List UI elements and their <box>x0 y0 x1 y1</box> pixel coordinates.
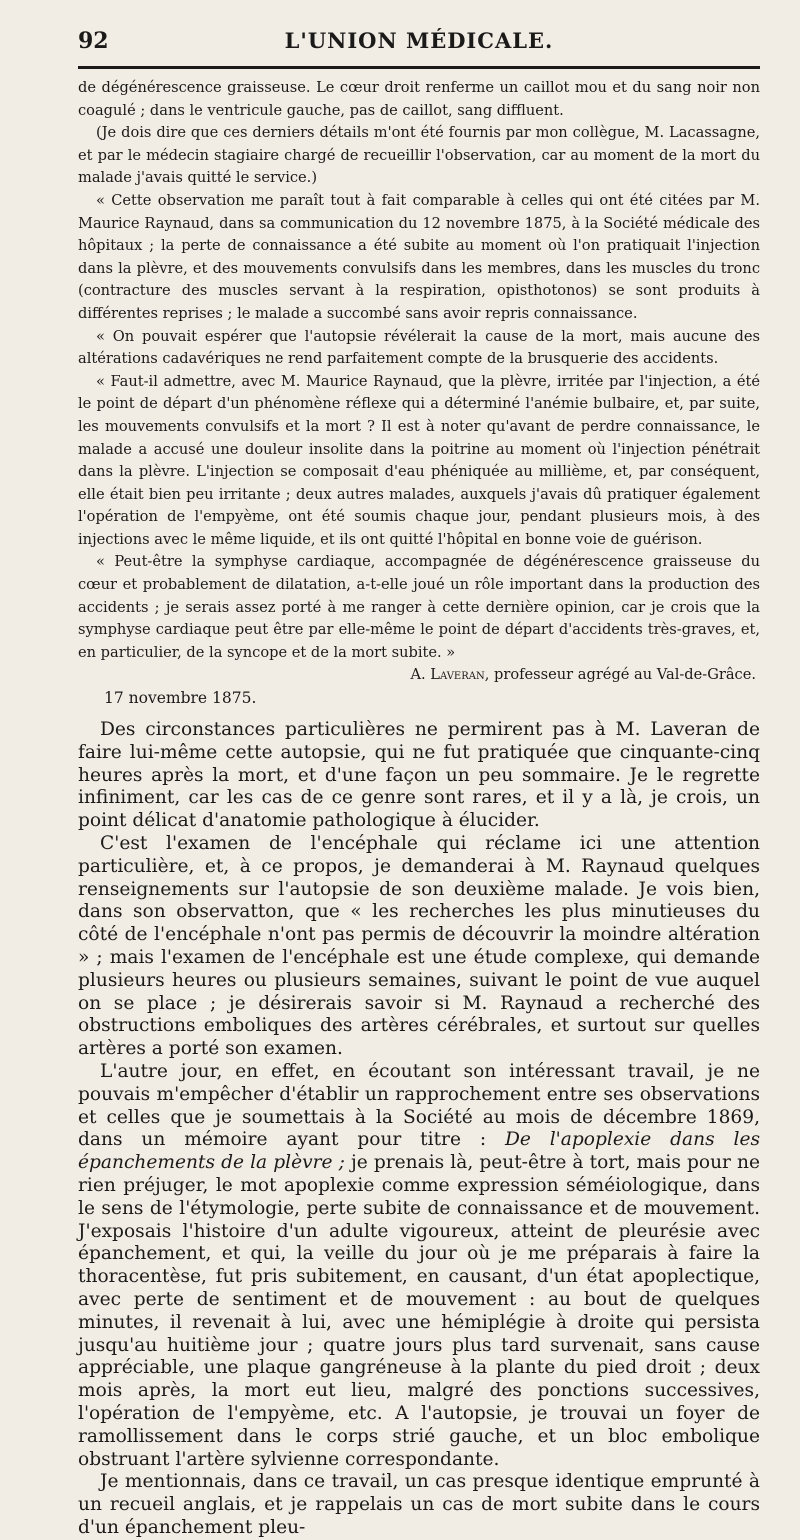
quote-paragraph: « Cette observation me paraît tout à fait comparable à celles qui ont été citées par M. Maurice Raynaud, dans sa communication du 12 novembre 1875, à la Société médicale des hôpitaux ; la perte de connaissance a été subite au moment où l'on pratiquait l'injection dans la plèvre, et des mouvements convulsifs dans les membres, dans les muscles du tronc (contracture des muscles servant à la respiration, opisthotonos) se sont produits à différentes reprises ; le malade a succombé sans avoir repris connaissance. <box>78 191 760 322</box>
quote-paragraph: « Peut-être la symphyse cardiaque, accompagnée de dégénérescence graisseuse du cœur et probablement de dilatation, a-t-elle joué un rôle important dans la production des accidents ; je serais assez porté à me ranger à cette dernière opinion, car je crois que la symphyse cardiaque peut être par elle-même le point de départ d'accidents très-graves, et, en particulier, de la syncope et de la mort subite. » <box>78 553 760 661</box>
header-rule <box>78 66 760 69</box>
quote-paragraph: (Je dois dire que ces derniers détails m'ont été fournis par mon collègue, M. Lacassagne, et par le médecin stagiaire chargé de recueillir l'observation, car au moment de la mort du malade j'avais quitté le service.) <box>78 124 760 187</box>
body-paragraph: C'est l'examen de l'encéphale qui réclame ici une attention particulière, et, à ce propos, je demanderai à M. Raynaud quelques renseignements sur l'autopsie de son deuxième malade. Je vois bien, dans son observatton, que « les recherches les plus minutieuses du côté de l'encéphale n'ont pas permis de découvrir la moindre altération » ; mais l'examen de l'encéphale est une étude complexe, qui demande plusieurs heures ou plusieurs semaines, suivant le point de vue auquel on se place ; je désirerais savoir si M. Raynaud a recherché des obstructions emboliques des artères cérébrales, et surtout sur quelles artères a porté son examen. <box>78 833 760 1060</box>
quote-paragraph: de dégénérescence graisseuse. Le cœur droit renferme un caillot mou et du sang noir non coagulé ; dans le ventricule gauche, pas de caillot, sang diffluent. <box>78 79 760 119</box>
author-name: A. Laveran, <box>410 666 490 684</box>
memoir-title: De l'apoplexie dans les épanchements de la plèvre ; <box>78 1129 760 1174</box>
journal-title: L'UNION MÉDICALE. <box>284 28 554 53</box>
body-paragraph <box>78 1061 760 1471</box>
date-line: 17 novembre 1875. <box>104 689 257 708</box>
main-text <box>78 719 760 1540</box>
body-text: L'autre jour, en effet, en écoutant son intéressant travail, je ne pouvais m'empêcher d'établir un rapprochement entre ses observations et celles que je soumettais à la Société au mois de décembre 1869, dans un mémoire ayant pour titre : <box>78 1060 760 1151</box>
quoted-observation <box>78 77 760 687</box>
quote-paragraph: « On pouvait espérer que l'autopsie révélerait la cause de la mort, mais aucune des altérations cadavériques ne rend parfaitement compte de la brusquerie des accidents. <box>78 327 760 368</box>
author-title: professeur agrégé au Val-de-Grâce. <box>489 666 756 684</box>
page-number: 92 <box>78 28 109 54</box>
body-paragraph: Je mentionnais, dans ce travail, un cas presque identique emprunté à un recueil anglais, et je rappelais un cas de mort subite dans le cours d'un épanchement pleu- <box>78 1471 760 1538</box>
body-paragraph: Des circonstances particulières ne permirent pas à M. Laveran de faire lui-même cette autopsie, qui ne fut pratiquée que cinquante-cinq heures après la mort, et d'une façon un peu sommaire. Je le regrette infiniment, car les cas de ce genre sont rares, et il y a là, je crois, un point délicat d'anatomie pathologique à élucider. <box>78 719 760 832</box>
quote-paragraph: « Faut-il admettre, avec M. Maurice Raynaud, que la plèvre, irritée par l'injection, a été le point de départ d'un phénomène réflexe qui a déterminé l'anémie bulbaire, et, par suite, les mouvements convulsifs et la mort ? Il est à noter qu'avant de perdre connaissance, le malade a accusé une douleur insolite dans la poitrine au moment où l'injection pénétrait dans la plèvre. L'injection se composait d'eau phéniquée au millième, et, par conséquent, elle était bien peu irritante ; deux autres malades, auxquels j'avais dû pratiquer également l'opération de l'empyème, ont été soumis chaque jour, pendant plusieurs mois, à des injections avec le même liquide, et ils ont quitté l'hôpital en bonne voie de guérison. <box>78 372 760 548</box>
body-text: je prenais là, peut-être à tort, mais pour ne rien préjuger, le mot apoplexie comme expression séméiologique, dans le sens de l'étymologie, perte subite de connaissance et de mouvement. J'exposais l'histoire d'un adulte vigoureux, atteint de pleurésie avec épanchement, et qui, la veille du jour où je me préparais à faire la thoracentèse, fut pris subitement, en causant, d'un état apoplectique, avec perte de sentiment et de mouvement : au bout de quelques minutes, il revenait à lui, avec une hémiplégie à droite qui persista jusqu'au huitième jour ; quatre jours plus tard survenait, sans cause appréciable, une plaque gangréneuse à la plante du pied droit ; deux mois après, la mort eut lieu, malgré des ponctions successives, l'opération de l'empyème, etc. A l'autopsie, je trouvai un foyer de ramollissement dans le corps strié gauche, et un bloc embolique obstruant l'artère sylvienne correspondante. <box>78 1152 761 1470</box>
signature <box>78 664 760 687</box>
running-header <box>78 28 760 64</box>
